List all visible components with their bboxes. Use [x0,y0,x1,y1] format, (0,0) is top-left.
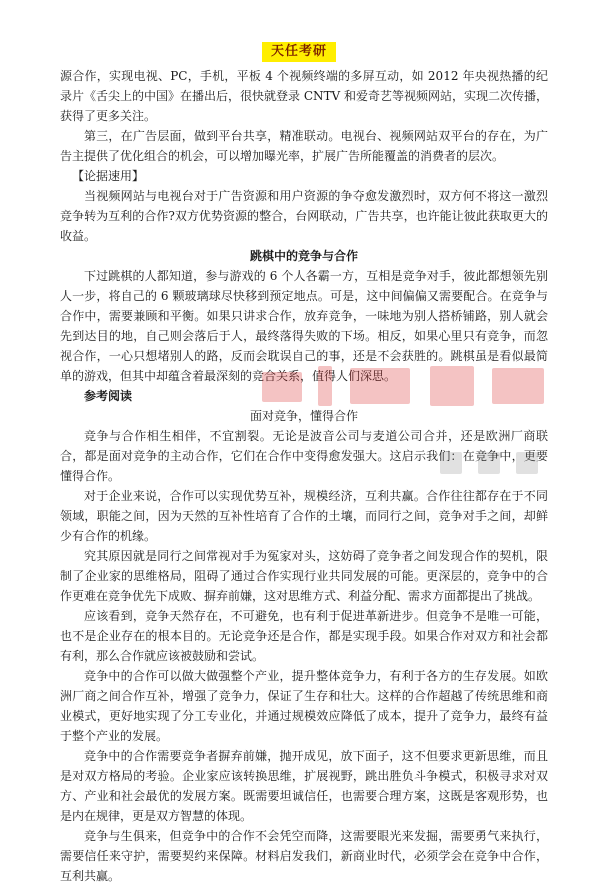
essay-paragraph: 竞争与生俱来，但竞争中的合作不会凭空而降，这需要眼光来发掘，需要勇气来执行，需要信任来守护，需要契约来保障。材料启发我们，新商业时代，必须学会在竞争中合作，互利共赢。 [60,829,548,883]
essay-paragraph: 究其原因就是同行之间常视对手为冤家对头，这妨碍了竞争者之间发现合作的契机，限制了企业家的思维格局，阻碍了通过合作实现行业共同发展的可能。更深层的，竞争中的合作更难在竞争优先下成败、摒弃前嫌，这对思维方式、利益分配、需求方面都提出了挑战。 [60,549,548,603]
essay-paragraph: 竞争中的合作可以做大做强整个产业，提升整体竞争力，有利于各方的生存发展。如欧洲厂商之间合作互补，增强了竞争力，保证了生存和壮大。这样的合作超越了传统思维和商业模式，更好地实现了分工专业化，并通过规模效应降低了成本，提升了竞争力，最终有益于整个产业的发展。 [60,669,548,743]
essay-paragraph: 竞争与合作相生相伴，不宜割裂。无论是波音公司与麦道公司合并，还是欧洲厂商联合，都是面对竞争的主动合作，它们在合作中变得愈发强大。这启示我们：在竞争中，更要懂得合作。 [60,429,548,483]
essay-title: 面对竞争，懂得合作 [249,409,358,423]
paragraph-continuation: 源合作，实现电视、PC，手机，平板 4 个视频终端的多屏互动，如 2012 年央视热播的纪录片《舌尖上的中国》在播出后，很快就登录 CNTV 和爱奇艺等视频网站，实现二次传播，获得了更多关注。 [60,69,548,123]
essay-paragraph: 应该看到，竞争天然存在，不可避免，也有利于促进革新进步。但竞争不是唯一可能，也不是企业存在的根本目的。无论竞争还是合作，都是实现手段。如果合作对双方和社会都有利，那么合作就应该被鼓励和尝试。 [60,609,548,663]
essay-paragraph: 对于企业来说，合作可以实现优势互补，规模经济，互利共赢。合作往往都存在于不同领域，职能之间，因为天然的互补性培育了合作的土壤，而同行之间，竞争对手之间，却鲜少有合作的机缘。 [60,489,548,543]
section-label-evidence: 【论据速用】 [72,169,145,183]
paragraph-evidence: 当视频网站与电视台对于广告资源和用户资源的争夺愈发激烈时，双方何不将这一激烈竞争转为互利的合作?双方优势资源的整合，台网联动，广告共享，也许能让彼此获取更大的收益。 [60,189,548,243]
document-body [60,66,548,886]
essay-paragraph: 竞争中的合作需要竞争者摒弃前嫌，抛开成见，放下面子，这不但要求更新思维，而且是对双方格局的考验。企业家应该转换思维，扩展视野，跳出胜负斗争模式，积极寻求对双方、产业和社会最优的发展方案。既需要坦诚信任，也需要合理方案，这既是客观形势，也是内在规律，更是双方智慧的体现。 [60,749,548,823]
reading-label: 参考阅读 [84,389,133,403]
paragraph-story: 下过跳棋的人都知道，参与游戏的 6 个人各霸一方，互相是竞争对手，彼此都想领先别人一步，将自己的 6 颗玻璃球尽快移到预定地点。可是，这中间偏偏又需要配合。在竞争与合作中，需要兼顾和平衡。如果只讲求合作，放弃竞争，一味地为别人搭桥铺路，别人就会先到达目的地，自己则会落后于人，最终落得失败的下场。相反，如果心里只有竞争，而忽视合作，一心只想堵别人的路，反而会耽误自己的事，还是不会获胜的。跳棋虽是看似最简单的游戏，但其中却蕴含着最深刻的竞合关系，值得人们深思。 [60,269,548,383]
story-title: 跳棋中的竞争与合作 [249,249,358,263]
page-header-badge: 天任考研 [262,42,336,62]
paragraph-point-three: 第三，在广告层面，做到平台共享，精准联动。电视台、视频网站双平台的存在，为广告主提供了优化组合的机会，可以增加曝光率，扩展广告所能覆盖的消费者的层次。 [60,129,548,163]
